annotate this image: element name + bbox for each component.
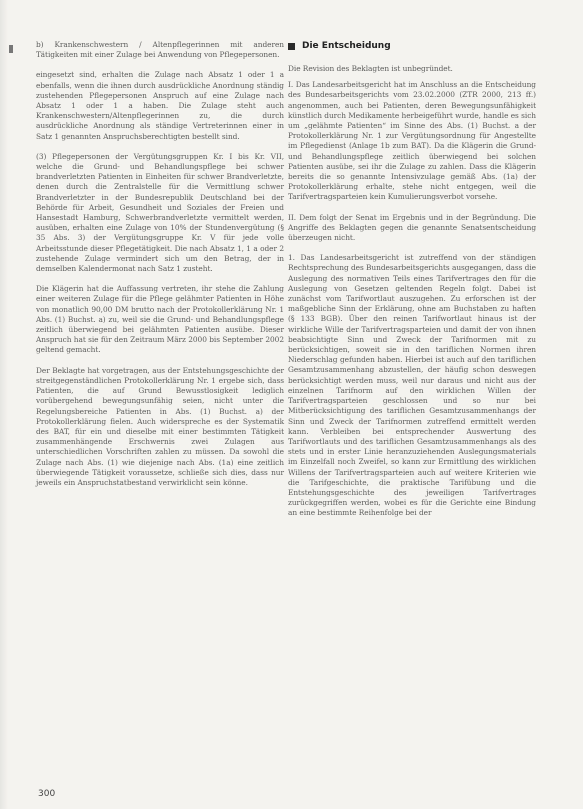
- left-paragraph-4: Die Klägerin hat die Auffassung vertreten, ihr stehe die Zahlung einer weiteren Zulage für die Pflege gelähmter Patienten in Höhe von monatlich 90,00 DM brutto nach der Protokollerklärung Nr. 1 Abs. (1) Buchst. a) zu, weil sie die Grund- und Behandlungspflege zeitlich überwiegend bei gelähmten Patienten ausübe. Dieser Anspruch hat sie für den Zeitraum März 2000 bis September 2002 geltend gemacht.: [36, 284, 284, 355]
- section-heading-text: Die Entscheidung: [302, 41, 391, 51]
- left-paragraph-1: b) Krankenschwestern / Altenpflegerinnen mit anderen Tätigkeiten mit einer Zulage bei Anwendung von Pflegepersonen.: [36, 40, 284, 60]
- right-paragraph-2: I. Das Landesarbeitsgericht hat im Anschluss an die Entscheidung des Bundesarbeitsgerichts vom 23.02.2000 (ZTR 2000, 213 ff.) angenommen, auch bei Patienten, deren Bewegungsunfähigkeit künstlich durch Medikamente herbeigeführt wurde, handle es sich um „gelähmte Patienten“ im Sinne des Abs. (1) Buchst. a der Protokollerklärung Nr. 1 zur Vergütungsordnung für Angestellte im Pflegedienst (Anlage 1b zum BAT). Da die Klägerin die Grund- und Behandlungspflege zeitlich überwiegend bei solchen Patienten ausübe, sei ihr die Zulage zu zahlen. Dass die Klägerin bereits die so genannte Intensivzulage gemäß Abs. (1a) der Protokollerklärung erhalte, stehe nicht entgegen, weil die Tarifvertragsparteien kein Kumulierungsverbot vorsehe.: [288, 80, 536, 202]
- left-column: [36, 40, 284, 488]
- right-paragraph-3: II. Dem folgt der Senat im Ergebnis und in der Begründung. Die Angriffe des Beklagten gegen die genannte Senatsentscheidung überzeugen nicht.: [288, 212, 536, 243]
- section-heading: [288, 40, 536, 52]
- square-bullet-icon: [288, 43, 295, 50]
- page-number: 300: [38, 789, 56, 799]
- right-column: [288, 40, 536, 519]
- left-paragraph-5: Der Beklagte hat vorgetragen, aus der Entstehungsgeschichte der streitgegenständlichen Protokollerklärung Nr. 1 ergebe sich, dass Patienten, die auf Grund Bewusstlosigkeit lediglich vorübergehend bewegungsunfähig seien, nicht unter die Regelungsbereiche Patienten in Abs. (1) Buchst. a) der Protokollerklärung fielen. Auch widerspreche es der Systematik des BAT, für ein und dieselbe mit einer bestimmten Tätigkeit zusammenhängende Erschwernis zwei Zulagen aus unterschiedlichen Vorschriften zahlen zu müssen. Da sowohl die Zulage nach Abs. (1) wie diejenige nach Abs. (1a) eine zeitlich überwiegende Tätigkeit voraussetze, schließe sich dies, dass nur jeweils ein Anspruchstatbestand verwirklicht sein könne.: [36, 365, 284, 487]
- left-paragraph-3: (3) Pflegepersonen der Vergütungsgruppen Kr. I bis Kr. VII, welche die Grund- und Behandlungspflege bei schwer brandverletzten Patienten in Einheiten für schwer Brandverletzte, denen durch die Zentralstelle für die Vermittlung schwer Brandverletzter in der Bundesrepublik Deutschland bei der Behörde für Arbeit, Gesundheit und Soziales der Freien und Hansestadt Hamburg, Schwerbrandverletzte vermittelt werden, ausüben, erhalten eine Zulage von 10% der Stundenvergütung (§ 35 Abs. 3) der Vergütungsgruppe Kr. V für jede volle Arbeitsstunde dieser Pflegetätigkeit. Die nach Absatz 1, 1 a oder 2 zustehende Zulage vermindert sich um den Betrag, der in demselben Kalendermonat nach Satz 1 zusteht.: [36, 151, 284, 274]
- scan-edge-shadow: [0, 0, 8, 809]
- right-paragraph-4: 1. Das Landesarbeitsgericht ist zutreffend von der ständigen Rechtsprechung des Bundesarbeitsgerichts ausgegangen, dass die Auslegung des normativen Teils eines Tarifvertrages den für die Auslegung von Gesetzen geltenden Regeln folgt. Dabei ist zunächst vom Tarifwortlaut auszugehen. Zu erforschen ist der maßgebliche Sinn der Erklärung, ohne am Buchstaben zu haften (§ 133 BGB). Über den reinen Tarifwortlaut hinaus ist der wirkliche Wille der Tarifvertragsparteien und damit der von ihnen beabsichtigte Sinn und Zweck der Tarifnormen mit zu berücksichtigen, soweit sie in den tariflichen Normen ihren Niederschlag gefunden haben. Hierbei ist auch auf den tariflichen Gesamtzusammenhang abzustellen, der häufig schon deswegen berücksichtigt werden muss, weil nur daraus und nicht aus der einzelnen Tarifnorm auf den wirklichen Willen der Tarifvertragsparteien geschlossen und so nur bei Mitberücksichtigung des tariflichen Gesamtzusammenhangs der Sinn und Zweck der Tarifnormen zutreffend ermittelt werden kann. Verbleiben bei entsprechender Auswertung des Tarifwortlauts und des tariflichen Gesamtzusammenhangs als des stets und in erster Linie heranzuziehenden Auslegungsmaterials im Einzelfall noch Zweifel, so kann zur Ermittlung des wirklichen Willens der Tarifvertragsparteien auch auf weitere Kriterien wie die Tarifgeschichte, die praktische Tarifübung und die Entstehungsgeschichte des jeweiligen Tarifvertrages zurückgegriffen werden, wobei es für die Gerichte eine Bindung an eine bestimmte Reihenfolge bei der: [288, 253, 536, 518]
- right-paragraph-1: Die Revision des Beklagten ist unbegründet.: [288, 64, 453, 73]
- left-paragraph-2: eingesetzt sind, erhalten die Zulage nach Absatz 1 oder 1 a ebenfalls, wenn die ihnen durch ausdrückliche Anordnung ständig zustehenden Pflegepersonen Anspruch auf eine Zulage nach Absatz 1 oder 1 a haben. Die Zulage steht auch Krankenschwestern/Altenpflegerinnen zu, die durch ausdrückliche Anordnung als ständige Vertreterinnen einer in Satz 1 genannten Anspruchsberechtigten bestellt sind.: [36, 70, 284, 141]
- binding-mark: [9, 45, 13, 53]
